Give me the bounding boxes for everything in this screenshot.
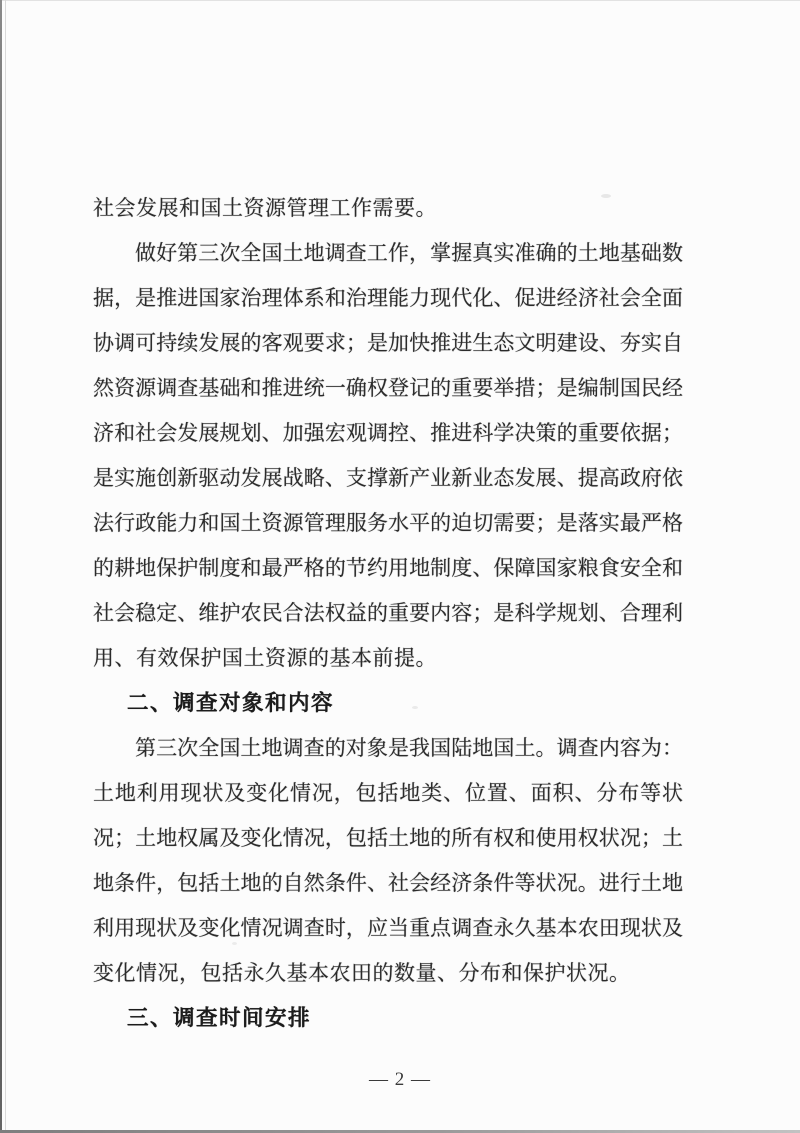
- paragraph-scope-line: 利用现状及变化情况调查时，应当重点调查永久基本农田现状及: [93, 916, 683, 940]
- paragraph-carryover-line: 社会发展和国土资源管理工作需要。: [93, 196, 437, 220]
- paragraph-significance-line: 的耕地保护制度和最严格的节约用地制度、保障国家粮食安全和: [93, 556, 683, 580]
- scan-edge-left: [0, 0, 2, 1133]
- paragraph-scope-line: 土地利用现状及变化情况，包括地类、位置、面积、分布等状: [93, 781, 683, 805]
- paragraph-significance-line: 然资源调查基础和推进统一确权登记的重要举措；是编制国民经: [93, 376, 683, 400]
- scan-edge-left-inner: [5, 0, 6, 1133]
- paragraph-scope-line: 第三次全国土地调查的对象是我国陆地国土。调查内容为：: [135, 736, 683, 760]
- paragraph-significance-line: 社会稳定、维护农民合法权益的重要内容；是科学规划、合理利: [93, 601, 683, 625]
- paragraph-significance-line: 是实施创新驱动发展战略、支撑新产业新业态发展、提高政府依: [93, 466, 683, 490]
- paragraph-significance-line: 用、有效保护国土资源的基本前提。: [93, 646, 437, 670]
- paragraph-scope-line: 况；土地权属及变化情况，包括土地的所有权和使用权状况；土: [93, 826, 683, 850]
- paragraph-scope-line: 变化情况，包括永久基本农田的数量、分布和保护状况。: [93, 961, 631, 985]
- section-heading-3: 三、调查时间安排: [127, 1006, 312, 1030]
- paragraph-significance-line: 据，是推进国家治理体系和治理能力现代化、促进经济社会全面: [93, 286, 683, 310]
- section-heading-2: 二、调查对象和内容: [127, 691, 335, 715]
- document-body: [93, 186, 683, 1041]
- scan-edge-top: [0, 0, 800, 1]
- paragraph-significance-line: 协调可持续发展的客观要求；是加快推进生态文明建设、夯实自: [93, 331, 683, 355]
- paragraph-significance-line: 做好第三次全国土地调查工作，掌握真实准确的土地基础数: [135, 241, 683, 265]
- page-number: — 2 —: [369, 1069, 431, 1090]
- paragraph-scope-line: 地条件，包括土地的自然条件、社会经济条件等状况。进行土地: [93, 871, 683, 895]
- paragraph-significance-line: 法行政能力和国土资源管理服务水平的迫切需要；是落实最严格: [93, 511, 683, 535]
- paragraph-significance-line: 济和社会发展规划、加强宏观调控、推进科学决策的重要依据；: [93, 421, 683, 445]
